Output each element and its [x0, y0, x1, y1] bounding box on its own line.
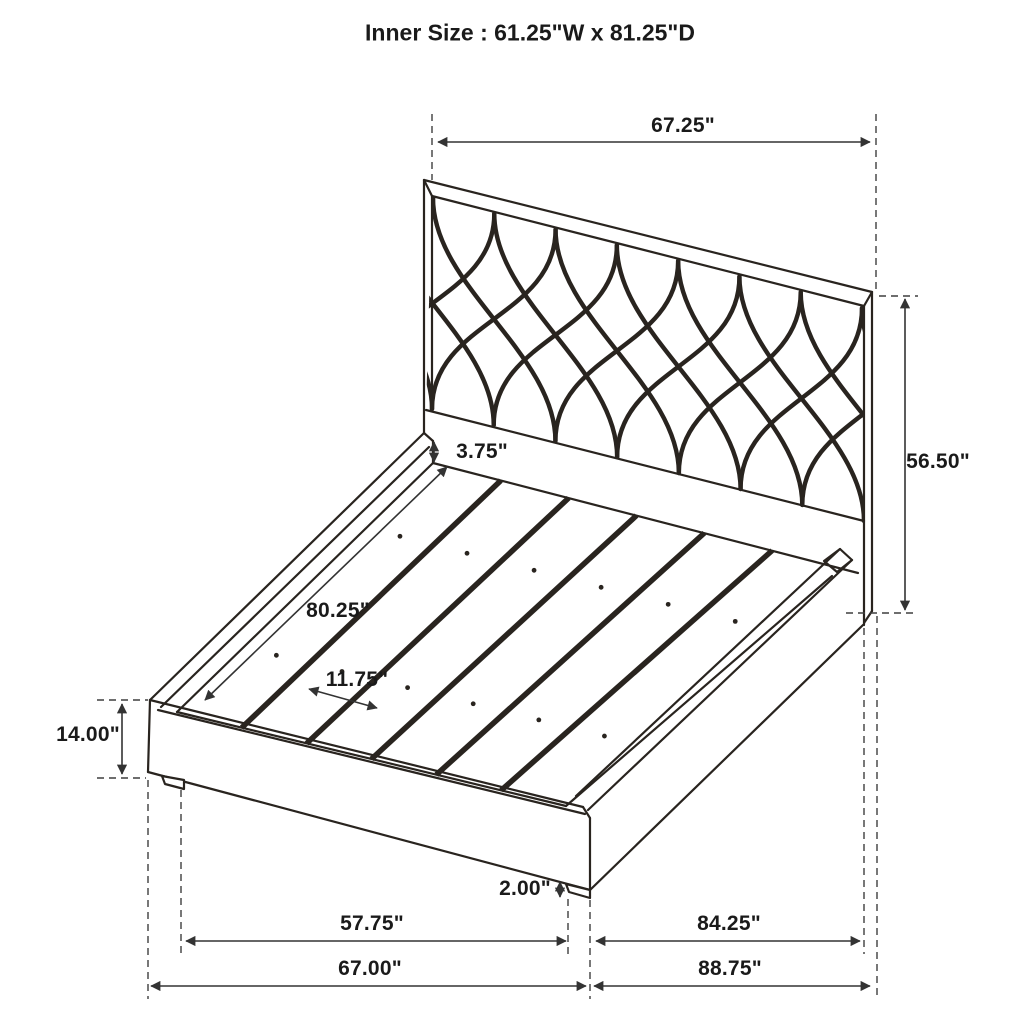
label-side-outer-depth: 88.75" [698, 957, 762, 980]
label-base-height: 14.00" [56, 723, 120, 746]
label-front-outer-width: 67.00" [338, 957, 402, 980]
platform-outline [150, 433, 858, 818]
label-leg-height: 2.00" [499, 877, 551, 900]
front-leg [566, 884, 590, 898]
slats [242, 481, 772, 791]
left-leg [162, 776, 184, 789]
dimension-lines [122, 142, 905, 986]
label-side-leg-to-back-span: 84.25" [697, 912, 761, 935]
diagram-title: Inner Size : 61.25"W x 81.25"D [365, 19, 695, 46]
label-front-legs-span: 57.75" [340, 912, 404, 935]
label-slat-spacing: 11.75" [325, 668, 389, 691]
label-inner-depth: 80.25" [306, 599, 370, 622]
dim-line-80-25 [205, 467, 447, 700]
label-headboard-height: 56.50" [906, 450, 970, 473]
label-headboard-width: 67.25" [651, 114, 715, 137]
headboard-lattice-pattern [185, 167, 1024, 585]
label-headrail-step-height: 3.75" [456, 440, 508, 463]
base-outline [148, 625, 863, 898]
